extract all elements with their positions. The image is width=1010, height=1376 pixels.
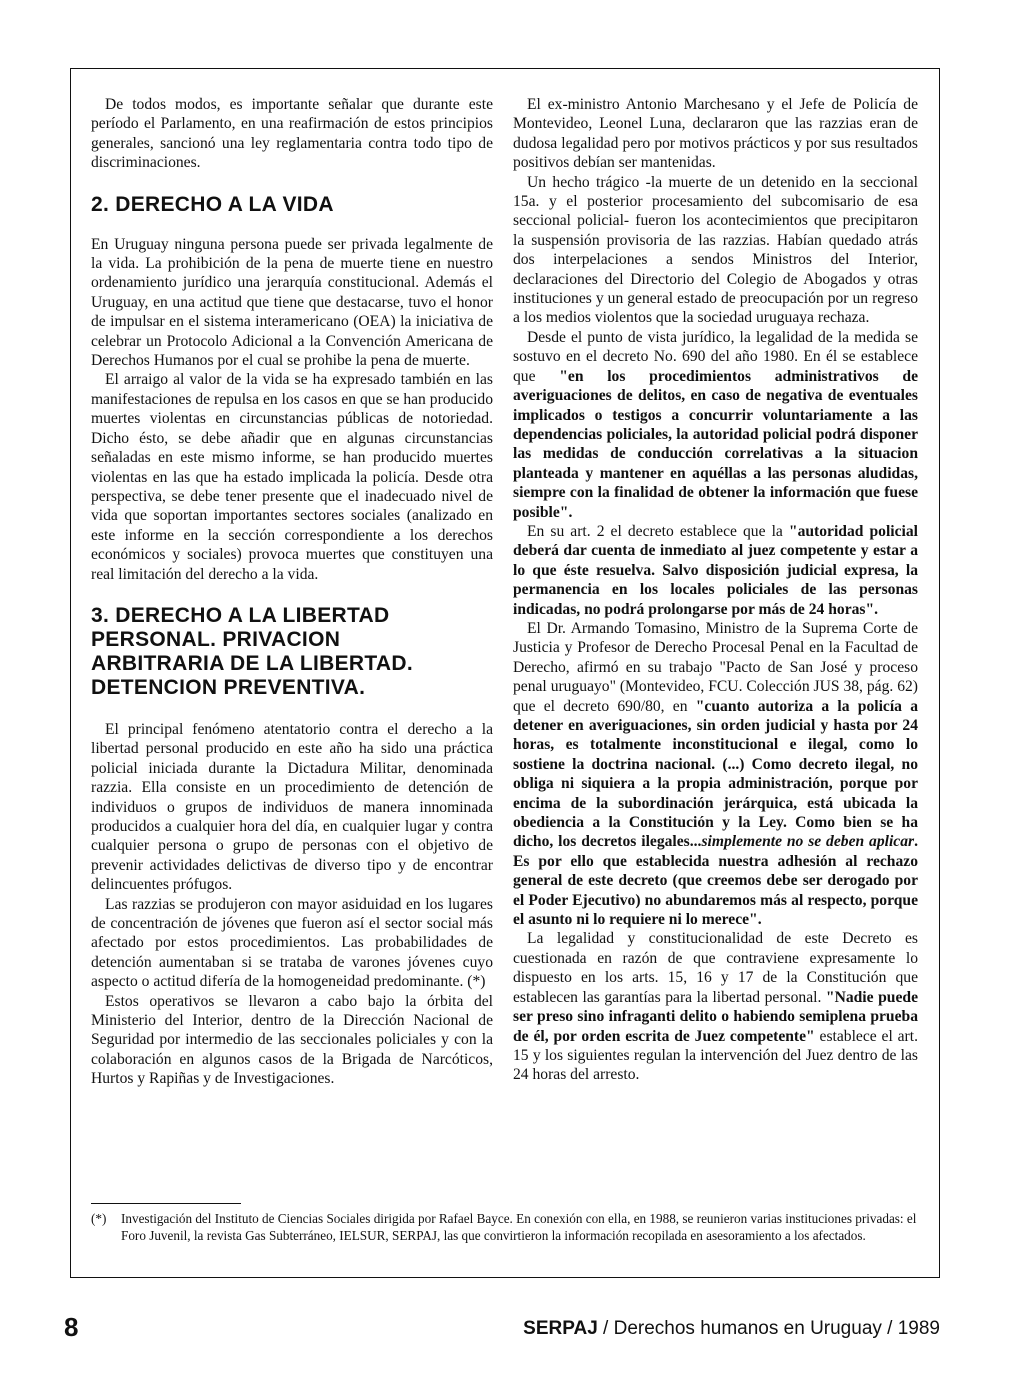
paragraph-text: La legalidad y constitucionalidad de este Decreto es cuestionada en razón de que contraviene expresamente lo dispuesto en los arts. 15, 16 y 17 de la Constitución que establecen las garantías para la libertad personal. <box>513 930 918 1006</box>
footnote <box>91 1210 919 1244</box>
paragraph-text: establece el art. 15 y los siguientes regulan la intervención del Juez dentro de las 24 horas del arresto. <box>513 1027 918 1084</box>
heading-line: 3. DERECHO A LA LIBERTAD <box>91 603 390 627</box>
right-column <box>513 95 918 1085</box>
paragraph-text: El Dr. Armando Tomasino, Ministro de la Suprema Corte de Justicia y Profesor de Derecho Procesal Penal en la Facultad de Derecho, afirmó en su trabajo "Pacto de San José y proceso penal uruguayo" (Montevideo, FCU. Colección JUS 38, pág. 62) que el decreto 690/80, en <box>513 619 918 715</box>
heading-line: DETENCION PREVENTIVA. <box>91 675 366 699</box>
left-column <box>91 95 493 1089</box>
paragraph-hecho-tragico: Un hecho trágico -la muerte de un detenido en la seccional 15a. y el posterior procesamiento del subcomisario de esa seccional policial- fueron los acontecimientos que precipitaron la suspensión provisoria de las razzias. Habían quedado atrás dos interpelaciones a sendos Ministros del Interior, declaraciones del Directorio del Colegio de Abogados y otras instituciones y un general estado de preocupación por un regreso a los medios violentos que la sociedad uruguaya rechaza. <box>513 173 918 327</box>
section-heading-derecho-vida: 2. DERECHO A LA VIDA <box>91 192 334 216</box>
heading-line: ARBITRARIA DE LA LIBERTAD. <box>91 651 413 675</box>
paragraph-text: Desde el punto de vista jurídico, la legalidad de la medida se sostuvo en el decreto No. 690 del año 1980. En él se establece que <box>513 328 918 385</box>
paragraph-text: En su art. 2 el decreto establece que la <box>527 522 789 540</box>
paragraph-libertad-1: El principal fenómeno atentatorio contra el derecho a la libertad personal producido en este año ha sido una práctica policial iniciada durante la Dictadura Militar, denominada razzia. Ella consiste en un procedimiento de detención de individuos o grupos de individuos de manera innominada producidos a cualquier hora del día, en cualquier lugar y contra cualquier persona o grupo de personas con el objetivo de prevenir actividades delictivas de diverso tipo y de encontrar delincuentes prófugos. <box>91 720 493 894</box>
paragraph-constitucionalidad <box>513 929 918 1084</box>
page-number: 8 <box>64 1312 79 1342</box>
paragraph-marchesano: El ex-ministro Antonio Marchesano y el Jefe de Policía de Montevideo, Leonel Luna, declararon que las razzias eran de dudosa legalidad pero por motivos prácticos y por sus resultados positivos debían ser mantenidas. <box>513 96 918 172</box>
section-heading-libertad-personal <box>91 604 493 700</box>
running-footer <box>523 1318 940 1340</box>
publisher-name: SERPAJ <box>523 1318 598 1339</box>
footnote-rule <box>91 1203 241 1204</box>
footnote-text: Investigación del Instituto de Ciencias Sociales dirigida por Rafael Bayce. En conexión con ella, en 1988, se reunieron varias instituciones privadas: el Foro Juvenil, la revista Gas Subterráneo, IELSUR, SERPAJ, las que convirtieron la información recopilada en asesoramiento a los afectados. <box>121 1211 917 1243</box>
footnote-mark: (*) <box>91 1211 107 1226</box>
tomasino-quote: "cuanto autoriza a la policía a detener en averiguaciones, sin orden judicial y hasta por 24 horas, es totalmente inconstitucional e ilegal, como lo sostiene la doctrina nacional. (...) Como decreto ilegal, no obliga ni siquiera a la propia administración, porque por encima de la subordinación jerárquica, está ubicada la obediencia a la Constitución y la Ley. Como bien se ha dicho, los decretos ilegales... <box>513 697 918 851</box>
paragraph-articulo-2 <box>513 522 918 619</box>
heading-line: PERSONAL. PRIVACION <box>91 627 341 651</box>
tomasino-quote-italic: simplemente no se deben aplicar <box>701 833 915 851</box>
paragraph-libertad-2: Las razzias se produjeron con mayor asiduidad en los lugares de concentración de jóvenes que fueron así el sector social más afectado por estos procedimientos. Las probabilidades de detención aumentaban si se trataba de varones jóvenes cuyo aspecto o actitud difería de la homogeneidad predominante. (*) <box>91 895 493 991</box>
paragraph-libertad-3: Estos operativos se llevaron a cabo bajo la órbita del Ministerio del Interior, dentro de la Dirección Nacional de Seguridad por intermedio de las seccionales policiales y con la colaboración en algunos casos de la Brigada de Narcóticos, Hurtos y Rapiñas y de Investigaciones. <box>91 992 493 1088</box>
paragraph-vida-1: En Uruguay ninguna persona puede ser privada legalmente de la vida. La prohibición de la pena de muerte tiene en nuestro ordenamiento jurídico una jerarquía constitucional. Además el Uruguay, en una actitud que tiene que destacarse, tuvo el honor de impulsar en el sistema interamericano (OEA) la iniciativa de celebrar un Protocolo Adicional a la Convención Americana de Derechos Humanos por el cual se prohibe la pena de muerte. <box>91 235 493 370</box>
paragraph-decreto-690 <box>513 328 918 522</box>
constitution-quote: "Nadie puede ser preso sino infraganti delito o habiendo semiplena prueba de él, por orden escrita de Juez competente" <box>513 988 918 1045</box>
paragraph-tomasino <box>513 619 918 930</box>
paragraph-vida-2: El arraigo al valor de la vida se ha expresado también en las manifestaciones de repulsa en los casos en que se han producido muertes violentas en circunstancias públicas de notoriedad. Dicho ésto, se debe añadir que en algunas circunstancias señaladas en este mismo informe, se han producido muertes violentas en las que ha estado implicada la policía. Desde otra perspectiva, se debe tener presente que el inadecuado nivel de vida que soportan importantes sectores sociales (analizado en este informe en la sección correspondiente a los derechos económicos y sociales) provoca muertes que constituyen una real limitación del derecho a la vida. <box>91 371 493 583</box>
decree-quote: "autoridad policial deberá dar cuenta de inmediato al juez competente y estar a lo que éste resuelva. Salvo disposición judicial expresa, la permanencia en los locales policiales de las personas indicadas, no podrá prolongarse por más de 24 horas". <box>513 522 918 618</box>
running-title: / Derechos humanos en Uruguay / 1989 <box>597 1318 940 1339</box>
decree-quote: "en los procedimientos administrativos de averiguaciones de delitos, en caso de negativa de eventuales implicados o testigos a concurrir voluntariamente a las dependencias policiales, la autoridad policial podrá disponer las medidas de conducción correlativas a la situacion planteada y mantener en aquéllas a las personas aludidas, siempre con la finalidad de obtener la información que fuese posible". <box>513 367 919 521</box>
intro-paragraph: De todos modos, es importante señalar que durante este período el Parlamento, en una reafirmación de estos principios generales, sancionó una ley reglamentaria contra todo tipo de discriminaciones. <box>91 96 493 172</box>
tomasino-quote-end: . Es por ello que establecida nuestra adhesión al rechazo general de este decreto (que creemos debe ser derogado por el Poder Ejecutivo) no abundaremos más al respecto, porque el asunto ni lo requiere ni lo merece". <box>513 833 918 929</box>
